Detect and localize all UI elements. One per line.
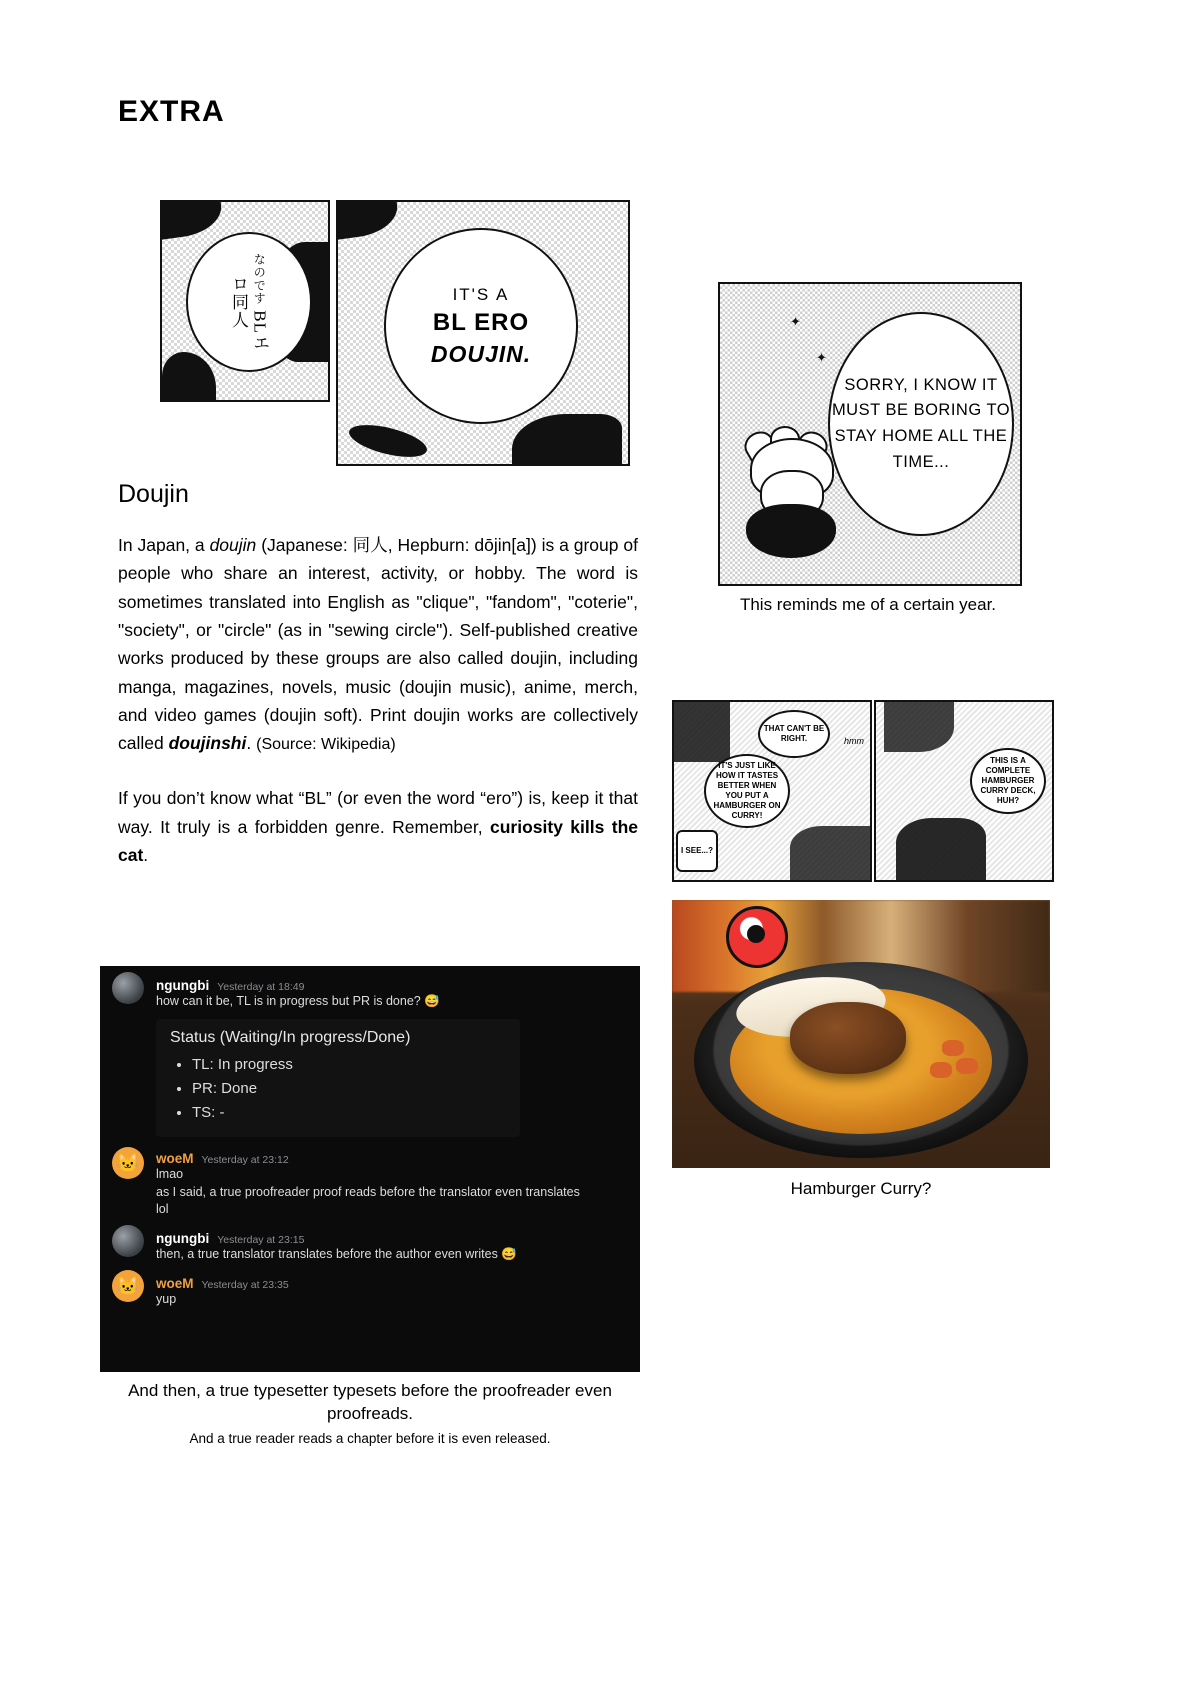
message-text: then, a true translator translates before the author even writes 😅 [156, 1247, 517, 1261]
bowl [694, 962, 1028, 1158]
mini-bubble-2: IT'S JUST LIKE HOW IT TASTES BETTER WHEN YOU PUT A HAMBURGER ON CURRY! [704, 754, 790, 828]
bubble-text-jp-main: BLエロ同人 [229, 275, 270, 352]
mini-panel-right [874, 700, 1054, 882]
decorative-ball [726, 906, 788, 968]
left-column [118, 190, 638, 869]
bubble-line-1: IT'S A [452, 284, 510, 304]
paragraph-1-part-2: (Japanese: 同人, Hepburn: dōjin[a]) is a group of people who share an interest, activity, or hobby. The word is sometimes translated into English as "clique", "fandom", "coterie", "society", or "circle" (as in "sewing circle"). Self-published creative works produced by these groups are also called doujin, including manga, magazines, novels, music (doujin music), anime, merch, and video games (doujin soft). Print doujin works are collectively called [118, 535, 638, 754]
message-text: how can it be, TL is in progress but PR is done? 😅 [156, 994, 440, 1008]
paragraph-1-italic-doujin: doujin [209, 535, 257, 555]
chibi-character [736, 432, 852, 562]
mini-bubble-3: I SEE...? [676, 830, 718, 872]
paragraph-1-bold-doujinshi: doujinshi [168, 733, 247, 754]
manga-panel-sorry [718, 282, 1022, 586]
message-text: lol [156, 1202, 169, 1217]
ink-shape [336, 200, 401, 241]
mini-panel-left [672, 700, 872, 882]
sfx-text: hmm [844, 736, 864, 746]
manga-panel-a [160, 200, 330, 402]
username[interactable]: woeM [156, 1150, 194, 1166]
sorry-panel-caption: This reminds me of a certain year. [739, 595, 997, 614]
paragraph-1-part-1: In Japan, a [118, 535, 210, 555]
message-text: lmao [156, 1166, 184, 1181]
username[interactable]: ngungbi [156, 978, 210, 993]
ink-shape [162, 352, 216, 402]
article-source: (Source: Wikipedia) [256, 736, 396, 754]
timestamp: Yesterday at 23:15 [217, 1234, 305, 1246]
mini-bubble-4: THIS IS A COMPLETE HAMBURGER CURRY DECK, HUH? [970, 748, 1046, 814]
paragraph-2-part-1: If you don’t know what “BL” (or even the word “ero”) is, keep it that way. It truly is a forbidden genre. Remember, [118, 788, 638, 837]
sparkle-icon: ✦ [790, 314, 801, 329]
ink-shape [160, 200, 225, 241]
carrot-piece [930, 1062, 952, 1078]
embed-list [170, 1053, 506, 1125]
manga-panel-b [336, 200, 630, 466]
sparkle-icon: ✦ [816, 350, 827, 365]
embed-title: Status (Waiting/In progress/Done) [170, 1028, 411, 1046]
discord-message [100, 1141, 640, 1219]
discord-caption [100, 1380, 640, 1448]
manga-strip-top [118, 190, 638, 470]
discord-message [100, 1264, 640, 1309]
page-title: EXTRA [118, 95, 225, 128]
message-text: as I said, a true proofreader proof reads before the translator even translates [156, 1184, 580, 1199]
ink-shape [346, 419, 430, 464]
speech-bubble-japanese [186, 232, 312, 372]
username[interactable]: woeM [156, 1275, 194, 1291]
status-embed [156, 1019, 520, 1137]
paragraph-1-part-3: . [246, 733, 257, 754]
message-header [156, 978, 628, 993]
message-header [156, 1276, 628, 1291]
discord-message [100, 966, 640, 1137]
list-item: • PR: Done [192, 1077, 506, 1101]
avatar [112, 1270, 144, 1302]
body [746, 504, 836, 558]
paragraph-2-bold: curiosity kills the cat [118, 816, 638, 865]
ink-shape [512, 414, 622, 466]
ink-shape [674, 702, 730, 762]
discord-screenshot [100, 966, 640, 1372]
discord-message [100, 1219, 640, 1264]
carrot-piece [942, 1040, 964, 1056]
article-paragraph-2 [118, 784, 638, 869]
ink-shape [884, 702, 954, 752]
ink-shape [896, 818, 986, 880]
carrot-piece [956, 1058, 978, 1074]
list-item: • TS: - [192, 1101, 506, 1125]
hamburger-curry-photo [672, 900, 1050, 1168]
cat-icon: 🐱 [116, 1152, 140, 1173]
manga-strip-mini [672, 700, 1050, 878]
bubble-line-2: BL ERO [432, 308, 530, 336]
avatar [112, 972, 144, 1004]
section-heading-doujin: Doujin [118, 480, 189, 508]
message-header [156, 1231, 628, 1246]
curry-photo-caption: Hamburger Curry? [790, 1179, 932, 1198]
ink-shape [790, 826, 870, 880]
caption-small: And a true reader reads a chapter before it is even released. [189, 1430, 551, 1446]
cat-icon: 🐱 [116, 1275, 140, 1296]
list-item: • TL: In progress [192, 1053, 506, 1077]
hamburger-patty [790, 1002, 906, 1074]
avatar [112, 1147, 144, 1179]
ball-pupil [747, 925, 765, 943]
message-text: yup [156, 1291, 177, 1306]
timestamp: Yesterday at 23:12 [201, 1153, 289, 1166]
message-header [156, 1151, 628, 1166]
mini-bubble-1: THAT CAN'T BE RIGHT. [758, 710, 830, 758]
speech-bubble-english [384, 228, 578, 424]
username[interactable]: ngungbi [156, 1231, 210, 1246]
paragraph-2-part-2: . [143, 845, 149, 865]
bubble-text-jp-side: なのです [252, 252, 267, 305]
caption-main: And then, a true typesetter typesets before the proofreader even proofreads. [128, 1381, 612, 1423]
timestamp: Yesterday at 18:49 [217, 981, 305, 993]
avatar [112, 1225, 144, 1257]
speech-bubble-sorry: SORRY, I KNOW IT MUST BE BORING TO STAY HOME ALL THE TIME... [828, 312, 1014, 536]
timestamp: Yesterday at 23:35 [201, 1278, 289, 1291]
bubble-line-3: DOUJIN. [430, 340, 532, 367]
article-paragraph-1 [118, 531, 638, 758]
